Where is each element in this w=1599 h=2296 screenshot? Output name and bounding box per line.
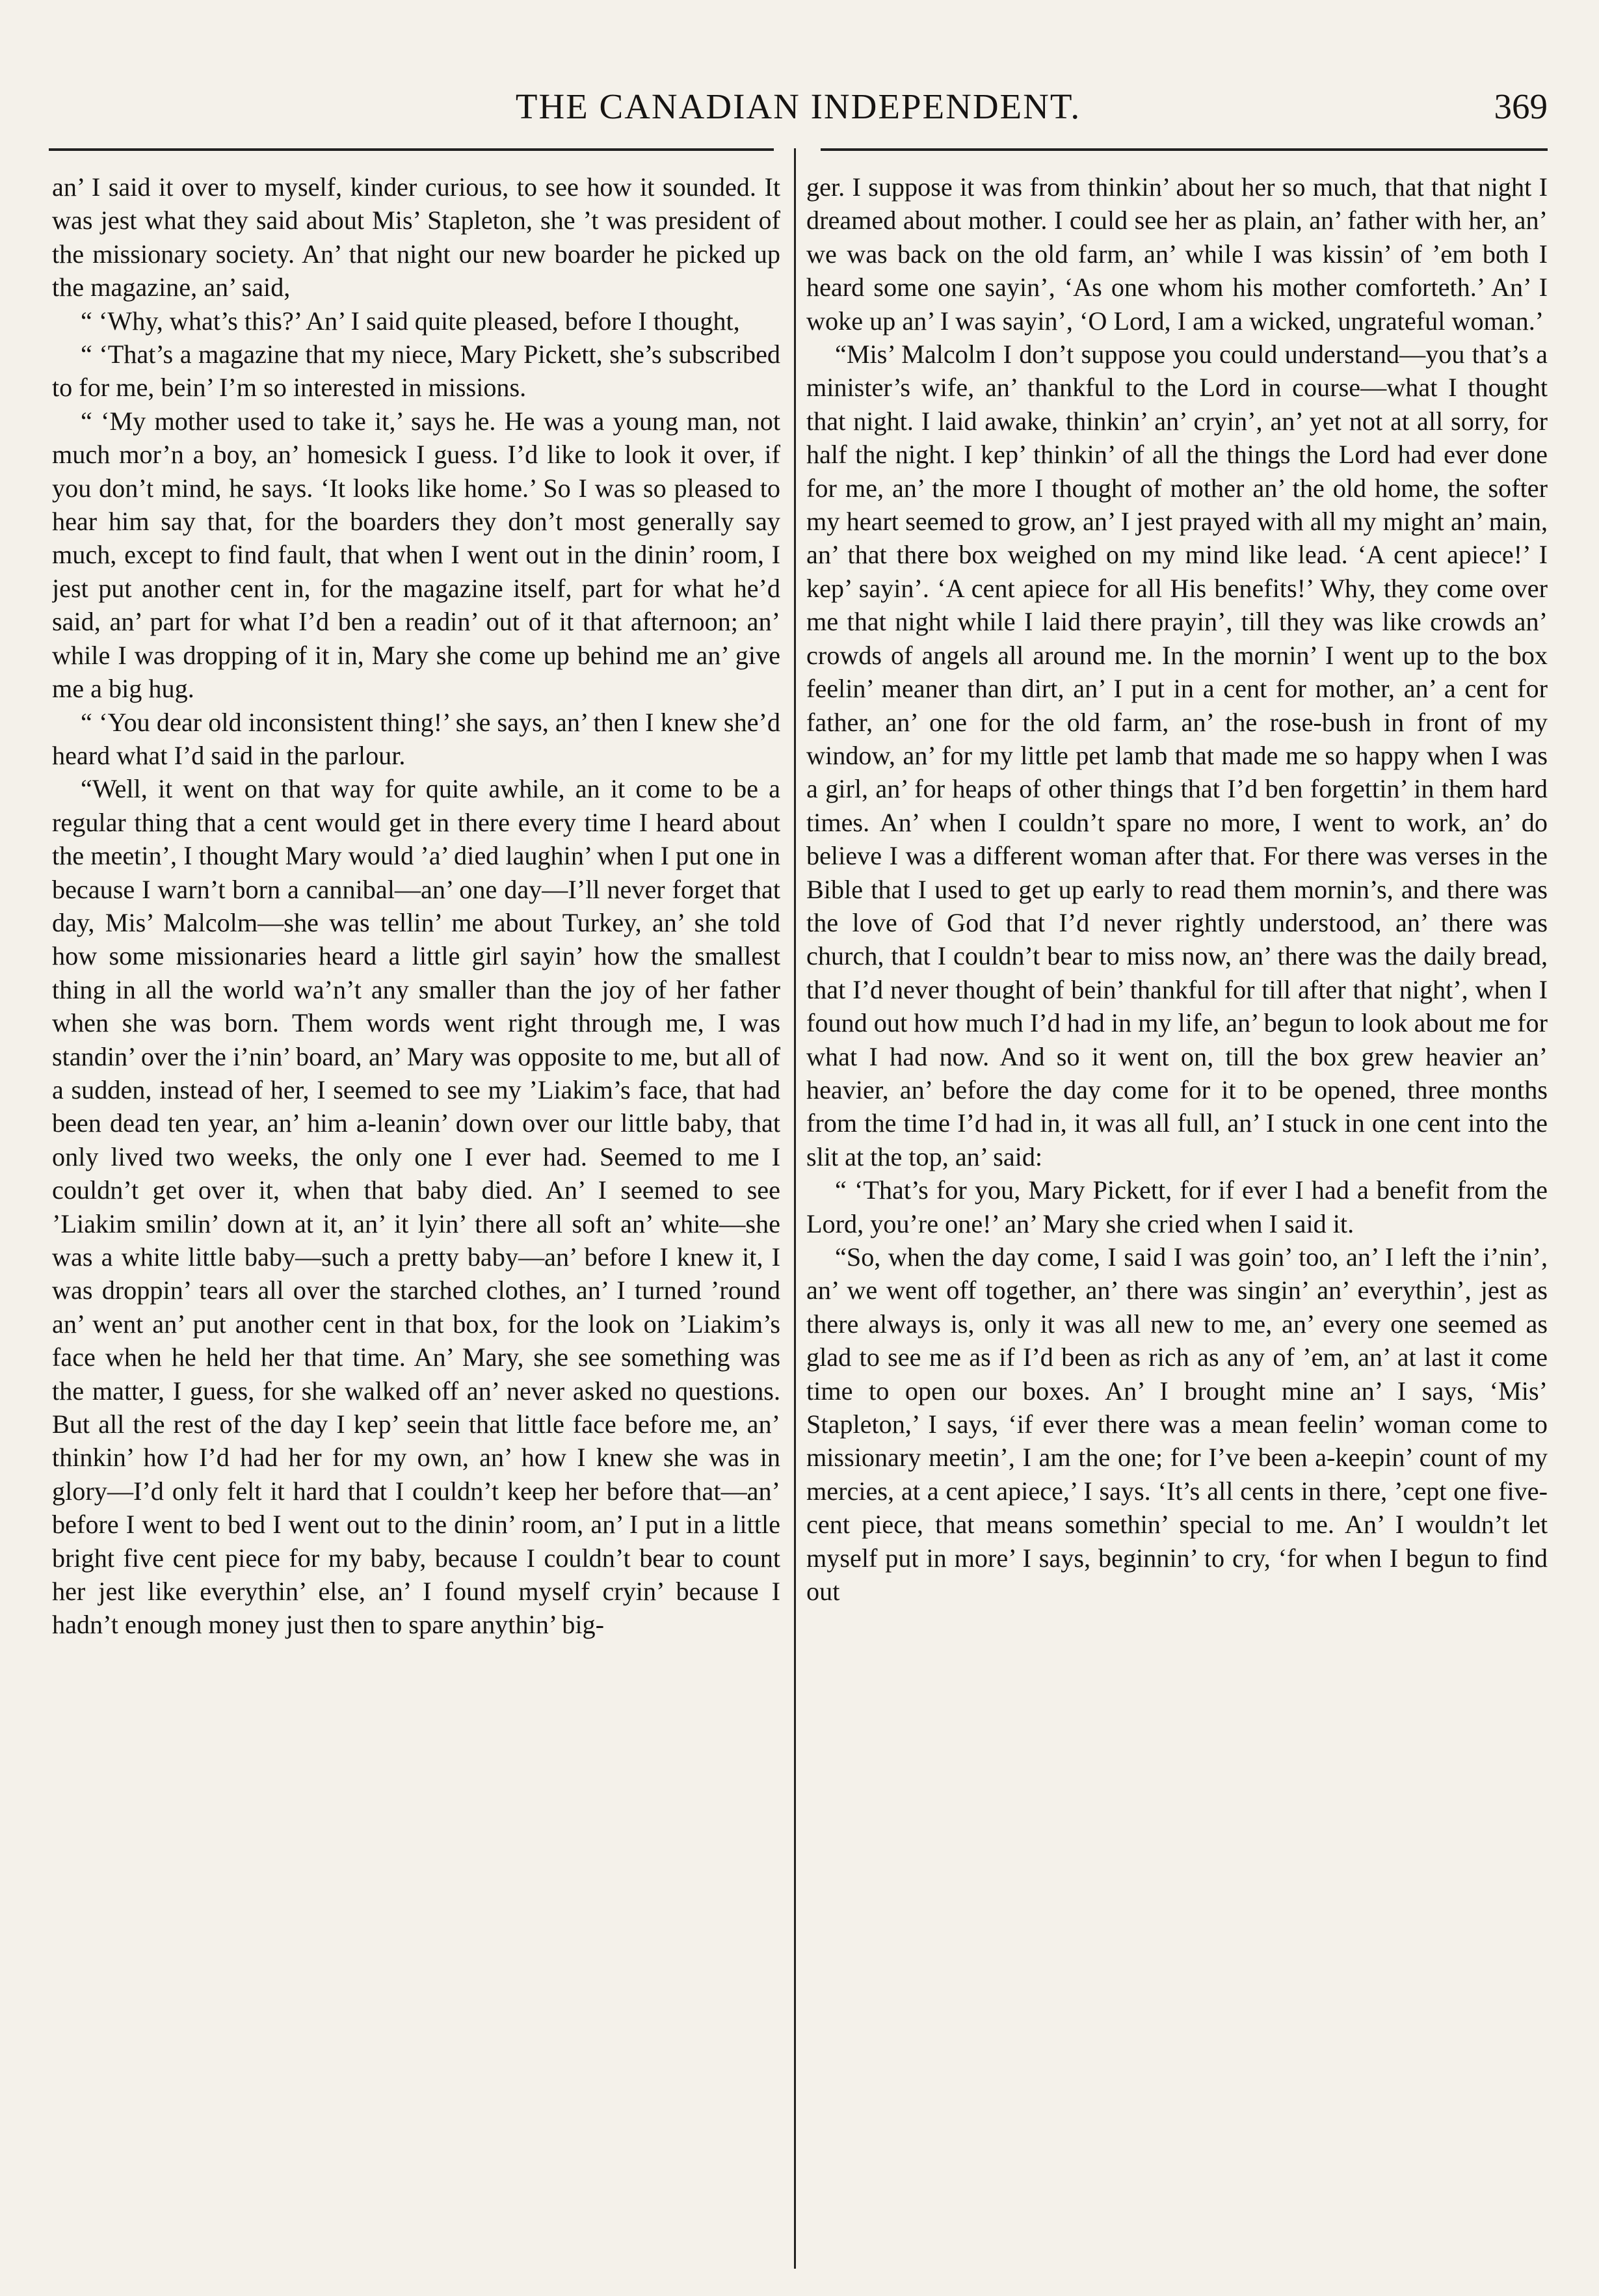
- left-column: [52, 170, 780, 2265]
- left-paragraph-2: “ ‘Why, what’s this?’ An’ I said quite pleased, before I thought,: [81, 306, 740, 336]
- right-paragraph-1: ger. I suppose it was from thinkin’ about her so much, that that night I dreamed about mother. I could see her as plain, an’ father with her, an’ we was back on the old farm, an’ while I was kissin’ of ’em both I heard some one sayin’, ‘As one whom his mother comforteth.’ An’ I woke up an’ I was sayin’, ‘O Lord, I am a wicked, ungrateful woman.’: [806, 172, 1548, 336]
- right-column: [806, 170, 1548, 2265]
- header-rule-left: [49, 148, 774, 151]
- left-paragraph-5: “ ‘You dear old inconsistent thing!’ she says, an’ then I knew she’d heard what I’d said in the parlour.: [52, 707, 780, 770]
- running-title: THE CANADIAN INDEPENDENT.: [515, 87, 1081, 126]
- left-paragraph-4: “ ‘My mother used to take it,’ says he. He was a young man, not much mor’n a boy, an’ homesick I guess. I’d like to look it over, if you don’t mind, he says. ‘It looks like home.’ So I was so pleased to hear him say that, for the boarders they don’t most generally say much, except to find fault, that when I went out in the dinin’ room, I jest put another cent in, for the magazine itself, part for what he’d said, an’ part for what I’d ben a readin’ out of it that afternoon; an’ while I was dropping of it in, Mary she come up behind me an’ give me a big hug.: [52, 406, 780, 704]
- right-paragraph-4: “So, when the day come, I said I was goin’ too, an’ I left the i’nin’, an’ we went off together, an’ there was singin’ an’ everythin’, jest as there always is, only it was all new to me, an’ every one seemed as glad to see me as if I’d been as rich as any of ’em, an’ at last it come time to open our boxes. An’ I brought mine an’ I says, ‘Mis’ Stapleton,’ I says, ‘if ever there was a mean feelin’ woman come to missionary meetin’, I am the one; for I’ve been a-keepin’ count of my mercies, at a cent apiece,’ I says. ‘It’s all cents in there, ’cept one five-cent piece, that means somethin’ special to me. An’ I wouldn’t let myself put in more’ I says, beginnin’ to cry, ‘for when I begun to find out: [806, 1242, 1548, 1607]
- right-paragraph-3: “ ‘That’s for you, Mary Pickett, for if ever I had a benefit from the Lord, you’re one!’ an’ Mary she cried when I said it.: [806, 1175, 1548, 1238]
- column-divider: [794, 148, 796, 2269]
- left-paragraph-1: an’ I said it over to myself, kinder curious, to see how it sounded. It was jest what they said about Mis’ Stapleton, she ’t was president of the missionary society. An’ that night our new boarder he picked up the magazine, an’ said,: [52, 172, 780, 302]
- right-paragraph-2: “Mis’ Malcolm I don’t suppose you could understand—you that’s a minister’s wife, an’ thankful to the Lord in course—what I thought that night. I laid awake, thinkin’ an’ cryin’, an’ yet not at all sorry, for half the night. I kep’ thinkin’ of all the things the Lord had ever done for me, an’ the more I thought of mother an’ the old home, the softer my heart seemed to grow, an’ I jest prayed with all my might an’ main, an’ that there box weighed on my mind like lead. ‘A cent apiece!’ I kep’ sayin’. ‘A cent apiece for all His benefits!’ Why, they come over me that night while I laid there prayin’, till they was like crowds an’ crowds of angels all around me. In the mornin’ I went up to the box feelin’ meaner than dirt, an’ I put in a cent for mother, an’ a cent for father, an’ one for the old farm, an’ the rose-bush in front of my window, an’ for my little pet lamb that made me so happy when I was a girl, an’ for heaps of other things that I’d ben forgettin’ in them hard times. An’ when I couldn’t spare no more, I went to work, an’ do believe I was a different woman after that. For there was verses in the Bible that I used to get up early to read them mornin’s, and there was the love of God that I’d never rightly understood, an’ there was church, that I couldn’t bear to miss now, an’ there was the daily bread, that I’d never thought of bein’ thankful for till after that night’, when I found out how much I’d had in my life, an’ begun to look about me for what I had now. And so it went on, till the box grew heavier an’ heavier, an’ before the day come for it to be opened, three months from the time I’d had in, it was all full, an’ I stuck in one cent into the slit at the top, an’ said:: [806, 340, 1548, 1171]
- header-rule-right: [821, 148, 1548, 151]
- page-header: [49, 73, 1548, 138]
- left-paragraph-3: “ ‘That’s a magazine that my niece, Mary Pickett, she’s subscribed to for me, bein’ I’m so interested in missions.: [52, 340, 780, 403]
- page-number: 369: [1494, 87, 1548, 126]
- left-paragraph-6: “Well, it went on that way for quite awhile, an it come to be a regular thing that a cent would get in there every time I heard about the meetin’, I thought Mary would ’a’ died laughin’ when I put one in because I warn’t born a cannibal—an’ one day—I’ll never forget that day, Mis’ Malcolm—she was tellin’ me about Turkey, an’ she told how some missionaries heard a little girl sayin’ how the smallest thing in all the world wa’n’t any smaller than the joy of her father when she was born. Them words went right through me, I was standin’ over the i’nin’ board, an’ Mary was opposite to me, but all of a sudden, instead of her, I seemed to see my ’Liakim’s face, that had been dead ten year, an’ him a-leanin’ down over our little baby, that only lived two weeks, the only one I ever had. Seemed to me I couldn’t get over it, when that baby died. An’ I seemed to see ’Liakim smilin’ down at it, an’ it lyin’ there all soft an’ white—she was a white little baby—such a pretty baby—an’ before I knew it, I was droppin’ tears all over the starched clothes, an’ I turned ’round an’ went an’ put another cent in that box, for the look on ’Liakim’s face when he held her that time. An’ Mary, she see something was the matter, I guess, for she walked off an’ never asked no questions. But all the rest of the day I kep’ seein that little face before me, an’ thinkin’ how I’d had her for my own, an’ how I knew she was in glory—I’d only felt it hard that I couldn’t keep her before that—an’ before I went to bed I went out to the dinin’ room, an’ I put in a little bright five cent piece for my baby, because I couldn’t bear to count her jest like everythin’ else, an’ I found myself cryin’ because I hadn’t enough money just then to spare anythin’ big-: [52, 774, 780, 1640]
